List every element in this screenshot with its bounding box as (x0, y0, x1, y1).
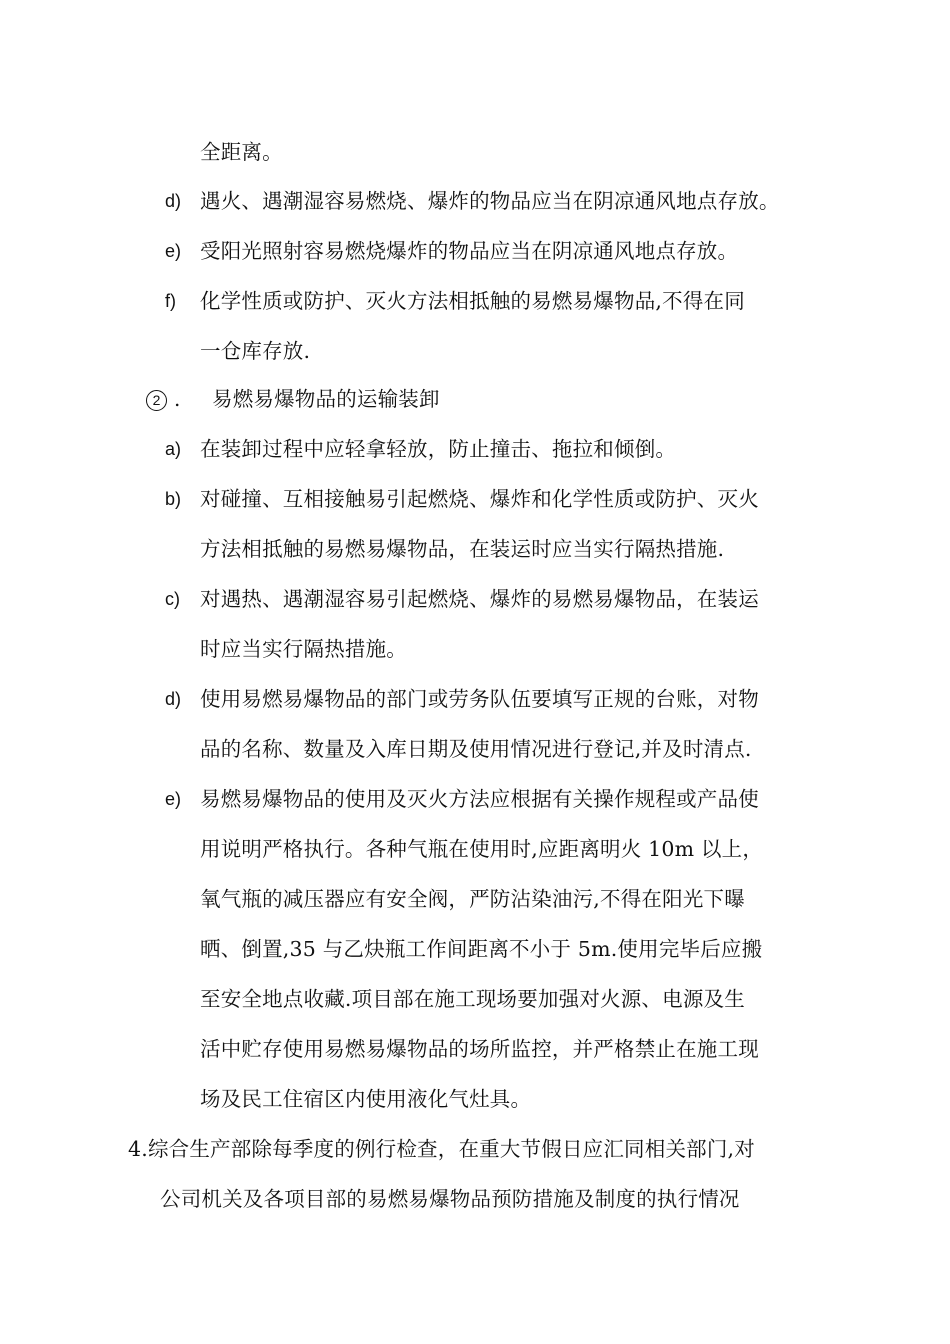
list-item-text: 受阳光照射容易燃烧爆炸的物品应当在阴凉通风地点存放。 (200, 239, 739, 263)
list-marker: c) (165, 589, 180, 609)
list-marker: b) (165, 489, 182, 509)
list-item-text: 方法相抵触的易燃易爆物品，在装运时应当实行隔热措施. (200, 537, 725, 561)
list-item-text: 时应当实行隔热措施。 (200, 637, 407, 661)
list-item-text: 在装卸过程中应轻拿轻放，防止撞击、拖拉和倾倒。 (200, 437, 677, 461)
list-item-text: 一仓库存放. (200, 339, 311, 363)
list-marker: d) (165, 689, 182, 709)
list-item-text: 对遇热、遇潮湿容易引起燃烧、爆炸的易燃易爆物品，在装运 (200, 587, 759, 611)
continuation-text: 全距离。 (200, 140, 283, 164)
list-item-text: 对碰撞、互相接触易引起燃烧、爆炸和化学性质或防护、灭火 (200, 487, 759, 511)
list-marker: f) (165, 291, 176, 311)
list-item-text: 氧气瓶的减压器应有安全阀，严防沾染油污,不得在阳光下曝 (200, 887, 745, 911)
list-item-text: 场及民工住宿区内使用液化气灶具。 (200, 1087, 532, 1111)
list-item-text: 使用易燃易爆物品的部门或劳务队伍要填写正规的台账，对物 (200, 687, 759, 711)
circled-number: 2 (146, 390, 167, 411)
list-marker: e) (165, 789, 182, 809)
section-title: 易燃易爆物品的运输装卸 (212, 387, 440, 411)
section-dot: . (174, 387, 181, 411)
paragraph-line: 4.综合生产部除每季度的例行检查，在重大节假日应汇同相关部门,对 (128, 1137, 755, 1161)
list-item-text: 遇火、遇潮湿容易燃烧、爆炸的物品应当在阴凉通风地点存放。 (200, 189, 780, 213)
list-item-text: 活中贮存使用易燃易爆物品的场所监控，并严格禁止在施工现 (200, 1037, 759, 1061)
paragraph-line: 公司机关及各项目部的易燃易爆物品预防措施及制度的执行情况 (160, 1187, 740, 1211)
list-marker: e) (165, 241, 182, 261)
list-item-text: 品的名称、数量及入库日期及使用情况进行登记,并及时清点. (200, 737, 752, 761)
list-item-text: 用说明严格执行。各种气瓶在使用时,应距离明火 10m 以上， (200, 837, 764, 861)
list-item-text: 易燃易爆物品的使用及灭火方法应根据有关操作规程或产品使 (200, 787, 759, 811)
list-marker: d) (165, 191, 182, 211)
list-item-text: 化学性质或防护、灭火方法相抵触的易燃易爆物品,不得在同 (200, 289, 745, 313)
list-item-text: 晒、倒置,35 与乙炔瓶工作间距离不小于 5m.使用完毕后应搬 (200, 937, 763, 961)
list-item-text: 至安全地点收藏.项目部在施工现场要加强对火源、电源及生 (200, 987, 745, 1011)
list-marker: a) (165, 439, 182, 459)
